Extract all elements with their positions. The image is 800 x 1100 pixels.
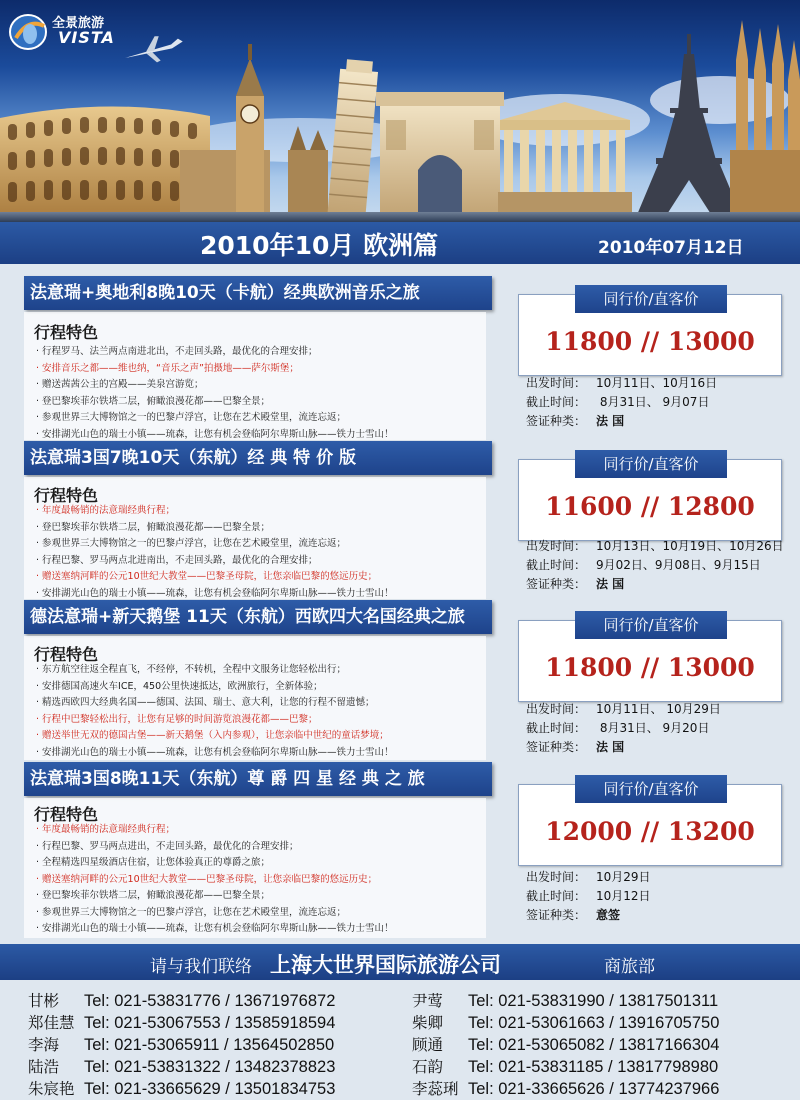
contact-list [0, 990, 800, 1100]
contact-phone: Tel: 021-53065911 / 13564502850 [84, 1036, 335, 1054]
airplane-icon [122, 30, 187, 70]
departure-label: 出发时间： [526, 702, 587, 716]
feature-item: · 安排湖光山色的瑞士小镇——琉森，让您有机会登临阿尔卑斯山脉——铁力士雪山！ [36, 428, 394, 440]
visa-label: 签证种类： [526, 577, 587, 591]
price-label: 同行价/直客价 [575, 775, 727, 803]
contact-entry [412, 1056, 719, 1078]
features-heading: 行程特色 [34, 805, 99, 824]
contact-name: 石韵 [412, 1058, 444, 1076]
feature-list [36, 662, 394, 761]
feature-item: · 东方航空往返全程直飞，不经停，不转机，全程中文服务让您轻松出行； [36, 664, 347, 675]
price-value: 11600 // 12800 [545, 492, 755, 521]
visa-value: 法 国 [596, 414, 625, 428]
contact-phone: Tel: 021-33665626 / 13774237966 [468, 1080, 720, 1098]
tour-title: 法意瑞3国7晚10天（东航）经 典 特 价 版 [24, 441, 492, 475]
features-heading: 行程特色 [34, 486, 99, 505]
contact-phone: Tel: 021-53831776 / 13671976872 [84, 992, 336, 1010]
feature-item: · 精选西欧四大经典名国——德国、法国、瑞士、意大利，让您的行程不留遗憾； [36, 697, 375, 708]
price-value: 11800 // 13000 [545, 653, 755, 682]
feature-item: · 行程中巴黎轻松出行，让您有足够的时间游览浪漫花都——巴黎； [36, 713, 318, 725]
departure-label: 出发时间： [526, 539, 587, 553]
departure-value: 10月13日、10月19日、10月26日 [596, 539, 784, 553]
leaning-tower-of-pisa [327, 59, 379, 222]
visa-value: 意签 [596, 908, 621, 922]
feature-item: · 安排音乐之都——维也纳，“音乐之声”拍摄地——萨尔斯堡； [36, 362, 299, 374]
contact-prefix: 请与我们联络 [150, 957, 252, 977]
feature-item: · 年度最畅销的法意瑞经典行程； [36, 824, 176, 835]
deadline-value: 8月31日、 9月07日 [596, 395, 710, 409]
page-title: 2010年10月 欧洲篇 [200, 231, 439, 260]
contact-entry [412, 1034, 720, 1056]
tour-title: 法意瑞3国8晚11天（东航）尊 爵 四 星 经 典 之 旅 [24, 762, 492, 796]
contact-name: 陆浩 [28, 1058, 60, 1076]
feature-item: · 行程罗马、法兰两点南进北出，不走回头路，最优化的合理安排； [36, 346, 318, 357]
contact-entry [28, 990, 336, 1012]
feature-item: · 安排德国高速火车ICE，450公里快速抵达，欧洲旅行，全新体验； [36, 680, 323, 692]
contact-name: 顾通 [412, 1036, 444, 1054]
feature-item: · 登巴黎埃菲尔铁塔二层，俯瞰浪漫花都——巴黎全景； [36, 890, 271, 901]
title-bar [0, 222, 800, 264]
departure-label: 出发时间： [526, 870, 587, 884]
contact-name: 尹莺 [412, 992, 444, 1010]
feature-item: · 安排湖光山色的瑞士小镇——琉森，让您有机会登临阿尔卑斯山脉——铁力士雪山！ [36, 923, 394, 934]
tour-info [526, 700, 721, 757]
tour-info [526, 868, 651, 925]
deadline-label: 截止时间： [526, 721, 587, 735]
contact-phone: Tel: 021-53831990 / 13817501311 [468, 992, 719, 1010]
feature-list [36, 503, 394, 602]
features-heading: 行程特色 [34, 323, 99, 342]
contact-name: 郑佳慧 [28, 1014, 75, 1032]
contact-phone: Tel: 021-53067553 / 13585918594 [84, 1014, 336, 1032]
feature-item: · 登巴黎埃菲尔铁塔二层，俯瞰浪漫花都——巴黎全景； [36, 395, 271, 407]
company-name: 上海大世界国际旅游公司 [270, 953, 501, 977]
price-label: 同行价/直客价 [575, 450, 727, 478]
department-name: 商旅部 [604, 957, 655, 977]
eiffel-tower [634, 34, 744, 222]
price-label: 同行价/直客价 [575, 611, 727, 639]
feature-item: · 赠送茜茜公主的宫殿——美泉宫游览； [36, 379, 204, 390]
contact-name: 柴卿 [412, 1014, 444, 1032]
visa-value: 法 国 [596, 577, 625, 591]
contact-entry [412, 1078, 720, 1100]
landmarks-banner [0, 0, 800, 222]
feature-item: · 参观世界三大博物馆之一的巴黎卢浮宫，让您在艺术殿堂里，流连忘返； [36, 538, 347, 549]
contact-phone: Tel: 021-53831322 / 13482378823 [84, 1058, 336, 1076]
departure-label: 出发时间： [526, 376, 587, 390]
tour-title: 德法意瑞+新天鹅堡 11天（东航）西欧四大名国经典之旅 [24, 600, 492, 634]
feature-item: · 赠送举世无双的德国古堡——新天鹅堡（入内参观），让您亲临中世纪的童话梦境； [36, 730, 389, 741]
deadline-value: 10月12日 [596, 889, 651, 903]
visa-value: 法 国 [596, 740, 625, 754]
tour-features [24, 477, 486, 599]
contact-phone: Tel: 021-53831185 / 13817798980 [468, 1058, 719, 1076]
tour-features [24, 636, 486, 760]
price-box [518, 290, 782, 376]
deadline-label: 截止时间： [526, 395, 587, 409]
contact-phone: Tel: 021-33665629 / 13501834753 [84, 1080, 336, 1098]
publish-date: 2010年07月12日 [598, 238, 744, 258]
departure-value: 10月11日、 10月29日 [596, 702, 721, 716]
contact-entry [28, 1012, 336, 1034]
feature-item: · 安排湖光山色的瑞士小镇——琉森，让您有机会登临阿尔卑斯山脉——铁力士雪山！ [36, 587, 394, 599]
contact-entry [28, 1056, 336, 1078]
arc-de-triomphe [376, 92, 504, 222]
tour-features [24, 312, 486, 440]
feature-item: · 年度最畅销的法意瑞经典行程； [36, 505, 176, 516]
contact-entry [28, 1034, 335, 1056]
feature-item: · 赠送塞纳河畔的公元10世纪大教堂——巴黎圣母院，让您亲临巴黎的悠远历史； [36, 873, 378, 885]
tour-features [24, 798, 486, 938]
feature-item: · 参观世界三大博物馆之一的巴黎卢浮宫，让您在艺术殿堂里，流连忘返； [36, 412, 347, 423]
tour-info [526, 374, 717, 431]
feature-list [36, 822, 394, 938]
deadline-label: 截止时间： [526, 889, 587, 903]
price-box [518, 616, 782, 702]
departure-value: 10月29日 [596, 870, 651, 884]
features-heading: 行程特色 [34, 645, 99, 664]
deadline-value: 8月31日、 9月20日 [596, 721, 710, 735]
contact-entry [412, 1012, 720, 1034]
contact-name: 李海 [28, 1036, 60, 1054]
feature-item: · 全程精选四星级酒店住宿，让您体验真正的尊爵之旅； [36, 857, 271, 868]
contact-bar [0, 944, 800, 980]
price-label: 同行价/直客价 [575, 285, 727, 313]
visa-label: 签证种类： [526, 740, 587, 754]
deadline-value: 9月02日、9月08日、9月15日 [596, 558, 761, 572]
deadline-label: 截止时间： [526, 558, 587, 572]
tour-title: 法意瑞+奥地利8晚10天（卡航）经典欧洲音乐之旅 [24, 276, 492, 310]
contact-phone: Tel: 021-53061663 / 13916705750 [468, 1014, 720, 1032]
feature-list [36, 344, 394, 443]
contact-name: 李蕊琍 [412, 1080, 459, 1098]
price-box [518, 780, 782, 866]
feature-item: · 登巴黎埃菲尔铁塔二层，俯瞰浪漫花都——巴黎全景； [36, 521, 271, 533]
feature-item: · 安排湖光山色的瑞士小镇——琉森，让您有机会登临阿尔卑斯山脉——铁力士雪山！ [36, 746, 394, 758]
brand-name-cn: 全景旅游 [52, 16, 105, 31]
colosseum [0, 106, 210, 222]
visa-label: 签证种类： [526, 414, 587, 428]
parthenon [498, 102, 632, 222]
sagrada-familia [730, 20, 800, 222]
tour-info [526, 537, 784, 594]
vista-logo [8, 12, 128, 52]
price-value: 11800 // 13000 [545, 327, 755, 356]
globe-logo-icon [8, 12, 50, 52]
contact-name: 甘彬 [28, 992, 60, 1010]
contact-name: 朱宸艳 [28, 1080, 75, 1098]
feature-item: · 行程巴黎、罗马两点北进南出，不走回头路，最优化的合理安排； [36, 554, 318, 566]
feature-item: · 参观世界三大博物馆之一的巴黎卢浮宫，让您在艺术殿堂里，流连忘返； [36, 906, 347, 918]
brand-name-en: VISTA [58, 28, 115, 47]
departure-value: 10月11日、10月16日 [596, 376, 718, 390]
contact-phone: Tel: 021-53065082 / 13817166304 [468, 1036, 720, 1054]
feature-item: · 赠送塞纳河畔的公元10世纪大教堂——巴黎圣母院，让您亲临巴黎的悠远历史； [36, 571, 378, 582]
feature-item: · 行程巴黎、罗马两点进出，不走回头路，最优化的合理安排； [36, 840, 299, 852]
price-value: 12000 // 13200 [545, 817, 755, 846]
contact-entry [28, 1078, 336, 1100]
visa-label: 签证种类： [526, 908, 587, 922]
price-box [518, 455, 782, 541]
contact-entry [412, 990, 719, 1012]
